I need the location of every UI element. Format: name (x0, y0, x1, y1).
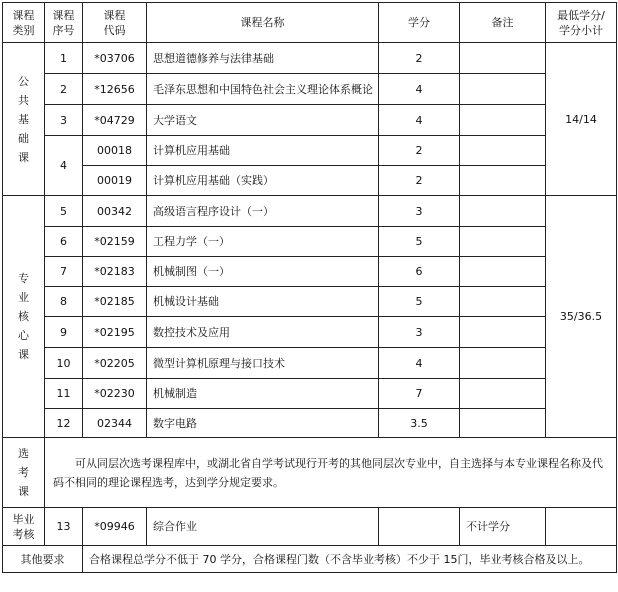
row-code: *02183 (83, 257, 147, 287)
row-name: 数控技术及应用 (147, 317, 379, 348)
row-code: *02159 (83, 227, 147, 257)
row-seq: 9 (45, 317, 83, 348)
header-category: 课程 类别 (3, 3, 45, 43)
row-name: 综合作业 (147, 508, 379, 546)
table-row (3, 105, 617, 136)
row-seq: 12 (45, 409, 83, 438)
row-code: *04729 (83, 105, 147, 136)
row-name: 计算机应用基础（实践） (147, 166, 379, 196)
row-remark (460, 43, 546, 74)
other-requirements-label: 其他要求 (3, 546, 83, 573)
other-requirements-text: 合格课程总学分不低于 70 学分，合格课程门数（不含毕业考核）不少于 15门，毕业考核合格及以上。 (83, 546, 617, 573)
elective-row (3, 438, 617, 508)
header-credit: 学分 (379, 3, 460, 43)
row-seq: 10 (45, 348, 83, 379)
row-code: 02344 (83, 409, 147, 438)
row-code: 00019 (83, 166, 147, 196)
header-row (3, 3, 617, 43)
row-remark (460, 136, 546, 166)
row-name: 毛泽东思想和中国特色社会主义理论体系概论 (147, 74, 379, 105)
row-name: 大学语文 (147, 105, 379, 136)
table-row (3, 43, 617, 74)
row-name: 机械制造 (147, 379, 379, 409)
row-credit (379, 508, 460, 546)
row-name: 高级语言程序设计（一） (147, 196, 379, 227)
row-credit: 3 (379, 196, 460, 227)
row-seq: 2 (45, 74, 83, 105)
row-code: *09946 (83, 508, 147, 546)
table-row (3, 317, 617, 348)
table-row (3, 379, 617, 409)
category-core: 专业核心课 (3, 196, 45, 438)
row-name: 机械制图（一） (147, 257, 379, 287)
row-seq: 11 (45, 379, 83, 409)
row-name: 计算机应用基础 (147, 136, 379, 166)
row-credit: 6 (379, 257, 460, 287)
row-seq: 3 (45, 105, 83, 136)
table-row (3, 166, 617, 196)
row-code: *02185 (83, 287, 147, 317)
row-credit: 2 (379, 136, 460, 166)
row-credit: 4 (379, 105, 460, 136)
table-row (3, 287, 617, 317)
row-credit: 2 (379, 43, 460, 74)
header-seq: 课程 序号 (45, 3, 83, 43)
row-remark (460, 409, 546, 438)
row-credit: 3.5 (379, 409, 460, 438)
row-credit: 5 (379, 227, 460, 257)
category-public: 公共基础课 (3, 43, 45, 196)
subtotal-core: 35/36.5 (546, 196, 617, 438)
row-remark (460, 379, 546, 409)
row-code: *02205 (83, 348, 147, 379)
other-requirements-row (3, 546, 617, 573)
table-row (3, 348, 617, 379)
row-credit: 2 (379, 166, 460, 196)
row-remark (460, 257, 546, 287)
row-code: *02195 (83, 317, 147, 348)
row-seq: 7 (45, 257, 83, 287)
row-remark (460, 348, 546, 379)
row-remark (460, 166, 546, 196)
header-name: 课程名称 (147, 3, 379, 43)
row-name: 思想道德修养与法律基础 (147, 43, 379, 74)
row-remark: 不计学分 (460, 508, 546, 546)
table-row (3, 74, 617, 105)
curriculum-table (2, 2, 617, 573)
header-remark: 备注 (460, 3, 546, 43)
row-code: *02230 (83, 379, 147, 409)
row-credit: 4 (379, 74, 460, 105)
row-credit: 7 (379, 379, 460, 409)
table-row (3, 196, 617, 227)
category-graduation: 毕业考核 (3, 508, 45, 546)
category-elective: 选考课 (3, 438, 45, 508)
row-remark (460, 74, 546, 105)
row-remark (460, 287, 546, 317)
elective-description: 可从同层次选考课程库中，或湖北省自学考试现行开考的其他同层次专业中，自主选择与本专业课程名称及代码不相同的理论课程选考，达到学分规定要求。 (45, 438, 617, 508)
table-row (3, 136, 617, 166)
row-seq: 1 (45, 43, 83, 74)
row-code: *12656 (83, 74, 147, 105)
table-row (3, 257, 617, 287)
row-remark (460, 227, 546, 257)
row-seq: 8 (45, 287, 83, 317)
row-code: 00342 (83, 196, 147, 227)
row-subtotal (546, 508, 617, 546)
row-name: 机械设计基础 (147, 287, 379, 317)
header-code: 课程 代码 (83, 3, 147, 43)
row-credit: 4 (379, 348, 460, 379)
row-code: 00018 (83, 136, 147, 166)
row-seq: 4 (45, 136, 83, 196)
row-remark (460, 196, 546, 227)
row-seq: 13 (45, 508, 83, 546)
subtotal-public: 14/14 (546, 43, 617, 196)
row-name: 微型计算机原理与接口技术 (147, 348, 379, 379)
row-remark (460, 317, 546, 348)
row-name: 工程力学（一） (147, 227, 379, 257)
table-row (3, 409, 617, 438)
row-seq: 6 (45, 227, 83, 257)
table-row (3, 227, 617, 257)
graduation-row (3, 508, 617, 546)
row-credit: 5 (379, 287, 460, 317)
row-credit: 3 (379, 317, 460, 348)
row-seq: 5 (45, 196, 83, 227)
row-remark (460, 105, 546, 136)
row-name: 数字电路 (147, 409, 379, 438)
row-code: *03706 (83, 43, 147, 74)
header-subtotal: 最低学分/ 学分小计 (546, 3, 617, 43)
